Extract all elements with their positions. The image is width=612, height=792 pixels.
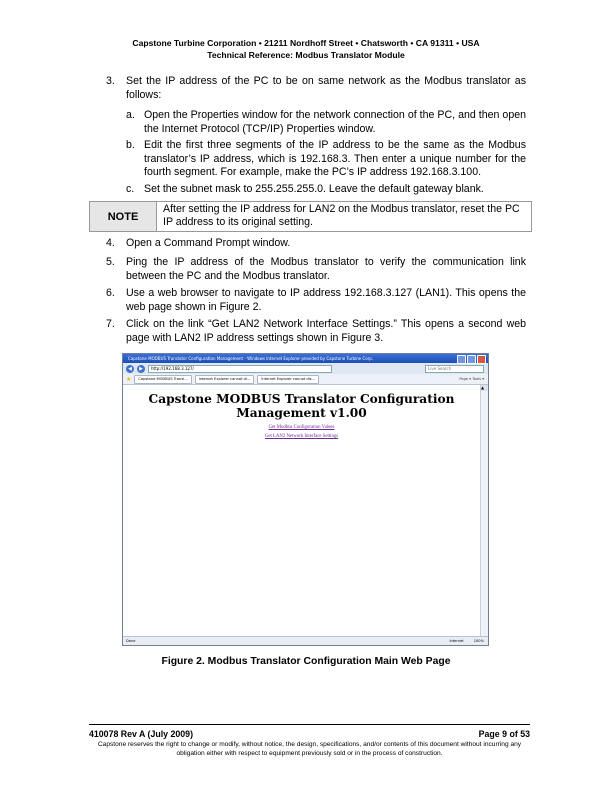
scroll-up-icon[interactable]: ▲	[481, 385, 488, 391]
zone-indicator: Internet	[449, 639, 464, 643]
page-header	[0, 37, 612, 61]
footer-revision: 410078 Rev A (July 2009)	[89, 729, 193, 739]
page-tools-menu[interactable]: Page ▾ Tools ▾	[459, 377, 484, 381]
browser-tab[interactable]: Capstone MODBUS Transl...	[134, 375, 191, 384]
substep-text: Edit the first three segments of the IP address to be the same as the Modbus translator’s IP address, which is 192.168.3. Then enter a unique number for the fourth segment. For example, make the PC’s IP address 192.168.3.100.	[144, 139, 526, 178]
note-box	[89, 201, 532, 232]
back-icon[interactable]: ◀	[126, 365, 134, 373]
browser-tab[interactable]: Internet Explorer cannot di...	[195, 375, 255, 384]
step-4	[106, 237, 526, 251]
step-text: Ping the IP address of the Modbus translator to verify the communication link between the PC and the Modbus translator.	[126, 256, 526, 282]
footer-divider	[89, 724, 530, 725]
step-5	[106, 256, 526, 283]
substep-text: Set the subnet mask to 255.255.255.0. Leave the default gateway blank.	[144, 183, 484, 195]
step-6	[106, 287, 526, 314]
browser-content	[123, 385, 480, 637]
substep-letter: b.	[126, 139, 135, 151]
minimize-icon[interactable]	[457, 355, 466, 364]
browser-title-bar	[123, 354, 488, 363]
window-controls	[457, 355, 486, 364]
zoom-level[interactable]: 100%	[473, 639, 484, 643]
step-number: 4.	[106, 237, 115, 249]
modbus-config-link[interactable]: Get Modbus Configuration Values	[268, 425, 335, 430]
close-icon[interactable]	[477, 355, 486, 364]
note-label: NOTE	[90, 202, 157, 231]
step-text: Open a Command Prompt window.	[126, 237, 291, 249]
url-input[interactable]: http://192.168.3.127/	[148, 365, 332, 373]
browser-screenshot	[122, 353, 489, 646]
header-company-line: Capstone Turbine Corporation • 21211 Nordhoff Street • Chatsworth • CA 91311 • USA	[132, 38, 480, 48]
step-7	[106, 318, 526, 345]
browser-tab[interactable]: Internet Explorer cannot dis...	[257, 375, 319, 384]
figure-caption: Figure 2. Modbus Translator Configuration Main Web Page	[161, 656, 451, 667]
step-text: Set the IP address of the PC to be on same network as the Modbus translator as follows:	[126, 75, 526, 101]
step-number: 7.	[106, 318, 115, 330]
browser-window-title: Capstone MODBUS Translator Configuration Management - Windows Internet Explorer provided by Capstone Turbine Corp.	[128, 356, 374, 361]
footer-disclaimer: Capstone reserves the right to change or modify, without notice, the design, specifications, and/or contents of this document without incurring any obligation either with respect to equipment previously sold or in the process of construction.	[97, 741, 522, 757]
footer-page-number: Page 9 of 53	[478, 729, 530, 739]
step-3	[106, 75, 526, 102]
step-number: 3.	[106, 75, 115, 87]
step-text: Use a web browser to navigate to IP address 192.168.3.127 (LAN1). This opens the web page shown in Figure 2.	[126, 287, 526, 313]
note-text: After setting the IP address for LAN2 on the Modbus translator, reset the PC IP address to its original setting.	[163, 203, 520, 228]
step-text: Click on the link “Get LAN2 Network Interface Settings.” This opens a second web page with LAN2 IP address settings shown in Figure 3.	[126, 318, 526, 344]
header-doc-title: Technical Reference: Modbus Translator Module	[207, 50, 405, 60]
address-bar	[123, 363, 488, 374]
substep-letter: c.	[126, 183, 135, 195]
substep-letter: a.	[126, 109, 135, 121]
favorites-star-icon[interactable]: ★	[126, 375, 132, 383]
status-bar	[123, 636, 488, 645]
step-number: 5.	[106, 256, 115, 268]
step-number: 6.	[106, 287, 115, 299]
search-input[interactable]: Live Search	[425, 365, 484, 373]
substep-a	[126, 109, 526, 136]
vertical-scrollbar[interactable]	[480, 385, 488, 637]
tab-bar	[123, 374, 488, 385]
forward-icon[interactable]: ▶	[137, 365, 145, 373]
status-text: Done	[126, 639, 136, 643]
web-page-title: Capstone MODBUS Translator Configuration Management v1.00	[148, 392, 455, 420]
substep-b	[126, 139, 526, 180]
substep-text: Open the Properties window for the network connection of the PC, and then open the Internet Protocol (TCP/IP) Properties window.	[144, 109, 526, 135]
substep-c	[126, 183, 526, 197]
lan2-settings-link[interactable]: Get LAN2 Network Interface Settings	[264, 434, 339, 439]
maximize-icon[interactable]	[467, 355, 476, 364]
